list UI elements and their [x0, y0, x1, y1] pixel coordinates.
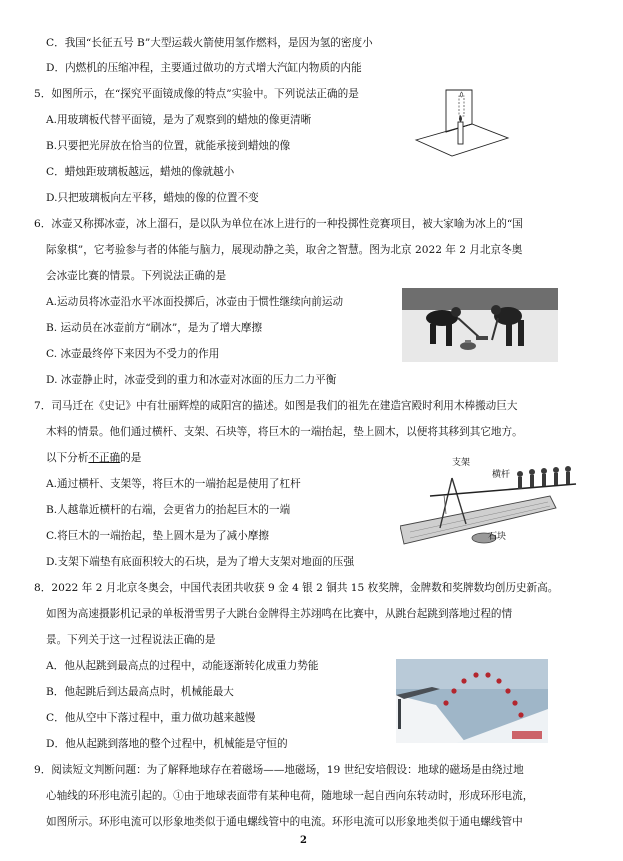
- q5-stem: 5．如图所示，在“探究平面镜成像的特点”实验中。下列说法正确的是: [34, 88, 359, 100]
- label-support: 支架: [452, 458, 471, 468]
- q7-option-a: A.通过横杆、支架等，将巨木的一端抬起是使用了杠杆: [46, 478, 301, 490]
- page-number: 2: [300, 835, 307, 846]
- q6-option-d: D. 冰壶静止时，冰壶受到的重力和冰壶对冰面的压力二力平衡: [46, 374, 337, 386]
- q8-stem-line1: 8．2022 年 2 月北京冬奥会，中国代表团共收获 9 金 4 银 2 铜共 15 枚奖牌，金牌数和奖牌数均创历史新高。: [34, 582, 559, 594]
- q7-option-c: C.将巨木的一端抬起，垫上圆木是为了减小摩擦: [46, 530, 269, 542]
- q5-option-c: C．蜡烛距玻璃板越远，蜡烛的像就越小: [46, 166, 235, 178]
- q7-stem-line1: 7．司马迁在《史记》中有壮丽辉煌的咸阳宫的描述。如图是我们的祖先在建造宫殿时利用木棒搬动巨大: [34, 400, 518, 412]
- mirror-experiment-figure: [412, 86, 512, 158]
- q6-option-c: C. 冰壶最终停下来因为不受力的作用: [46, 348, 220, 360]
- q4-option-d: D．内燃机的压缩冲程，主要通过做功的方式增大汽缸内物质的内能: [46, 62, 362, 74]
- snowboard-jump-photo: [396, 659, 548, 743]
- q5-option-d: D.只把玻璃板向左平移，蜡烛的像的位置不变: [46, 192, 259, 204]
- label-lever: 横杆: [492, 470, 511, 480]
- q6-option-a: A.运动员将冰壶沿水平冰面投掷后，冰壶由于惯性继续向前运动: [46, 296, 344, 308]
- q8-option-b: B．他起跳后到达最高点时，机械能最大: [46, 686, 234, 698]
- q9-stem-line2: 心轴线的环形电流引起的。①由于地球表面带有某种电荷，随地球一起自西向东转动时，形成环形电流，: [46, 790, 534, 802]
- q6-option-b: B. 运动员在冰壶前方“刷冰”，是为了增大摩擦: [46, 322, 263, 334]
- q5-option-a: A.用玻璃板代替平面镜，是为了观察到的蜡烛的像更清晰: [46, 114, 312, 126]
- q7-option-d: D.支架下端垫有底面积较大的石块，是为了增大支架对地面的压强: [46, 556, 355, 568]
- q7-stem-line3-pre: 以下分析: [46, 452, 89, 464]
- q8-stem-line3: 景。下列关于这一过程说法正确的是: [46, 634, 216, 646]
- curling-photo: [402, 288, 558, 362]
- q8-option-c: C．他从空中下落过程中，重力做功越来越慢: [46, 712, 256, 724]
- q8-stem-line2: 如图为高速摄影机记录的单板滑雪男子大跳台金牌得主苏翊鸣在比赛中，从跳台起跳到落地过程的情: [46, 608, 513, 620]
- q5-option-b: B.只要把光屏放在恰当的位置，就能承接到蜡烛的像: [46, 140, 291, 152]
- q8-option-a: A．他从起跳到最高点的过程中，动能逐渐转化成重力势能: [46, 660, 319, 672]
- q7-stem-line3: [46, 451, 141, 465]
- q7-stem-line2: 木料的情景。他们通过横杆、支架、石块等，将巨木的一端抬起，垫上圆木，以便将其移到其它地方。: [46, 426, 523, 438]
- q9-stem-line3: 如图所示。环形电流可以形象地类似于通电螺线管中的电流。环形电流可以形象地类似于通电螺线管中: [46, 816, 523, 828]
- q9-stem-line1: 9．阅读短文判断问题：为了解释地球存在着磁场——地磁场，19 世纪安培假设：地球的磁场是由绕过地: [34, 764, 524, 776]
- label-stone: 石块: [488, 532, 507, 542]
- lever-timber-figure: [400, 456, 580, 548]
- q4-option-c: C．我国“长征五号 B”大型运载火箭使用氢作燃料，是因为氢的密度小: [46, 37, 373, 49]
- q8-option-d: D．他从起跳到落地的整个过程中，机械能是守恒的: [46, 738, 288, 750]
- q6-stem-line2: 际象棋”，它考验参与者的体能与脑力，展现动静之美，取舍之智慧。图为北京 2022 年 2 月北京冬奥: [46, 244, 523, 256]
- q7-stem-line3-underlined: 不正确: [88, 452, 121, 464]
- q7-option-b: B.人越靠近横杆的右端，会更省力的抬起巨木的一端: [46, 504, 291, 516]
- q6-stem-line3: 会冰壶比赛的情景。下列说法正确的是: [46, 270, 227, 282]
- q6-stem-line1: 6．冰壶又称掷冰壶，冰上溜石，是以队为单位在冰上进行的一种投掷性竞赛项目，被大家喻为冰上的“国: [34, 218, 523, 230]
- q7-stem-line3-post: 的是: [120, 452, 142, 464]
